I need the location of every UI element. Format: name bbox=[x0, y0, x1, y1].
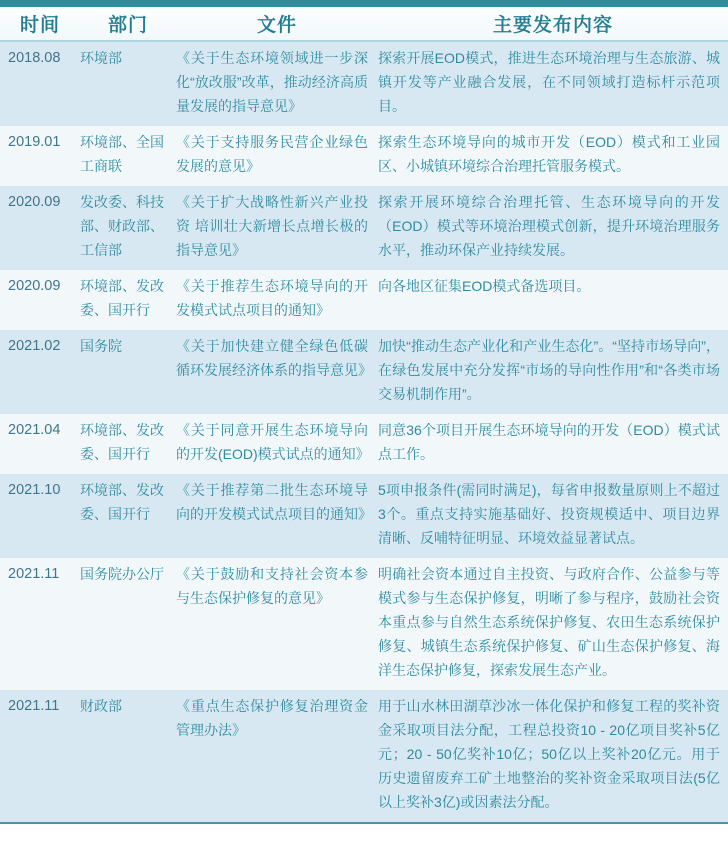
table-row bbox=[0, 414, 728, 474]
cell-document: 《关于扩大战略性新兴产业投资 培训壮大新增长点增长极的指导意见》 bbox=[176, 194, 368, 258]
cell-content: 探索生态环境导向的城市开发（EOD）模式和工业园区、小城镇环境综合治理托管服务模式。 bbox=[378, 134, 720, 174]
table-row bbox=[0, 690, 728, 822]
column-header-time: 时间 bbox=[19, 15, 60, 36]
cell-time: 2021.11 bbox=[8, 566, 60, 582]
cell-document: 《关于推荐生态环境导向的开发模式试点项目的通知》 bbox=[176, 278, 368, 318]
table-row bbox=[0, 474, 728, 558]
cell-document: 《关于加快建立健全绿色低碳循环发展经济体系的指导意见》 bbox=[176, 338, 372, 378]
cell-content: 明确社会资本通过自主投资、与政府合作、公益参与等模式参与生态保护修复，明晰了参与程序，鼓励社会资本重点参与自然生态系统保护修复、农田生态系统保护修复、城镇生态系统保护修复、矿山生态保护修复、海洋生态保护修复，探索发展生态产业。 bbox=[378, 566, 720, 678]
cell-department: 财政部 bbox=[80, 698, 122, 714]
cell-time: 2021.02 bbox=[8, 338, 61, 354]
cell-time: 2020.09 bbox=[8, 194, 61, 210]
cell-department: 环境部、发改委、国开行 bbox=[80, 278, 164, 318]
cell-content: 向各地区征集EOD模式备选项目。 bbox=[378, 278, 591, 294]
cell-department: 环境部、发改委、国开行 bbox=[80, 422, 164, 462]
cell-content: 同意36个项目开展生态环境导向的开发（EOD）模式试点工作。 bbox=[378, 422, 720, 462]
cell-document: 《关于支持服务民营企业绿色发展的意见》 bbox=[176, 134, 368, 174]
cell-department: 国务院 bbox=[80, 338, 122, 354]
cell-content: 5项申报条件(需同时满足)，每省申报数量原则上不超过3个。重点支持实施基础好、投资规模适中、项目边界清晰、反哺特征明显、环境效益显著试点。 bbox=[378, 482, 720, 546]
cell-content: 用于山水林田湖草沙冰一体化保护和修复工程的奖补资金采取项目法分配，工程总投资10 - 20亿项目奖补5亿元；20 - 50亿奖补10亿；50亿以上奖补20亿元。用于历史遗留废弃工矿土地整治的奖补资金采取项目法(5亿以上奖补3亿)或因素法分配。 bbox=[378, 698, 720, 810]
table-row bbox=[0, 330, 728, 414]
cell-content: 探索开展EOD模式，推进生态环境治理与生态旅游、城镇开发等产业融合发展，在不同领域打造标杆示范项目。 bbox=[378, 50, 720, 114]
table-row bbox=[0, 270, 728, 330]
cell-time: 2021.04 bbox=[8, 422, 61, 438]
cell-department: 国务院办公厅 bbox=[80, 566, 164, 582]
cell-time: 2021.10 bbox=[8, 482, 61, 498]
cell-time: 2020.09 bbox=[8, 278, 61, 294]
cell-time: 2019.01 bbox=[8, 134, 61, 150]
cell-document: 《关于生态环境领域进一步深化“放改服”改革，推动经济高质量发展的指导意见》 bbox=[176, 50, 368, 114]
column-header-content: 主要发布内容 bbox=[492, 15, 613, 36]
cell-document: 《关于同意开展生态环境导向的开发(EOD)模式试点的通知》 bbox=[176, 422, 370, 462]
column-header-doc: 文件 bbox=[256, 15, 297, 36]
cell-time: 2021.11 bbox=[8, 698, 60, 714]
cell-content: 探索开展环境综合治理托管、生态环境导向的开发（EOD）模式等环境治理模式创新，提升环境治理服务水平，推动环保产业持续发展。 bbox=[378, 194, 720, 258]
cell-department: 环境部、全国工商联 bbox=[80, 134, 164, 174]
table-header-row bbox=[0, 7, 728, 42]
column-header-dept: 部门 bbox=[107, 15, 148, 36]
cell-content: 加快“推动生态产业化和产业生态化”。“坚持市场导向”，在绿色发展中充分发挥“市场的导向性作用”和“各类市场交易机制作用”。 bbox=[378, 338, 720, 402]
cell-document: 《关于推荐第二批生态环境导向的开发模式试点项目的通知》 bbox=[176, 482, 372, 522]
cell-document: 《关于鼓励和支持社会资本参与生态保护修复的意见》 bbox=[176, 566, 368, 606]
table-top-border bbox=[0, 0, 728, 7]
cell-department: 发改委、科技部、财政部、工信部 bbox=[80, 194, 164, 258]
cell-department: 环境部、发改委、国开行 bbox=[80, 482, 164, 522]
table-row bbox=[0, 558, 728, 690]
table-row bbox=[0, 186, 728, 270]
table-row bbox=[0, 42, 728, 126]
table-bottom-border bbox=[0, 822, 728, 824]
cell-document: 《重点生态保护修复治理资金管理办法》 bbox=[176, 698, 368, 738]
cell-department: 环境部 bbox=[80, 50, 122, 66]
cell-time: 2018.08 bbox=[8, 50, 61, 66]
table-row bbox=[0, 126, 728, 186]
